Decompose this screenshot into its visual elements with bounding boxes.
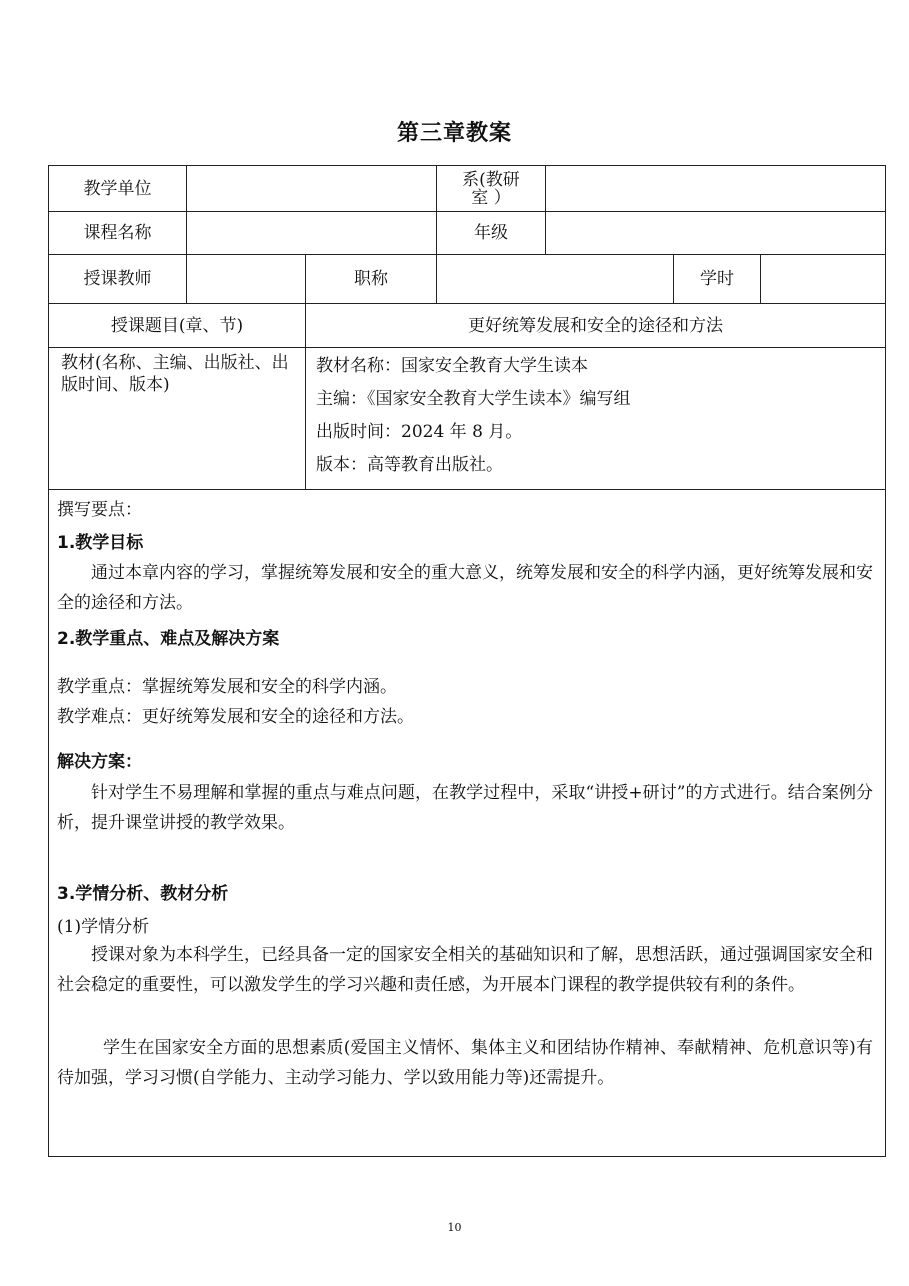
material-edition: 版本：高等教育出版社。 (316, 455, 503, 475)
page-title: 第三章教案 (396, 121, 512, 146)
unit-label-cell (49, 166, 187, 212)
analysis-paragraph-1: 授课对象为本科学生，已经具备一定的国家安全相关的基础知识和了解，思想活跃，通过强调国家安全和社会稳定的重要性，可以激发学生的学习兴趣和责任感，为开展本门课程的教学提供较有利的条件。 (57, 945, 873, 995)
content-area (49, 490, 885, 1156)
hours-label-cell (674, 255, 761, 304)
rank-value-cell (437, 255, 674, 304)
section3-title: 3.学情分析、教材分析 (57, 884, 229, 904)
solution-text: 针对学生不易理解和掌握的重点与难点问题，在教学过程中，采取“讲授+研讨”的方式进行。结合案例分析，提升课堂讲授的教学效果。 (57, 783, 873, 833)
topic-value-cell (306, 304, 885, 348)
material-value-cell (306, 348, 885, 490)
dept-label-line2: 室 ） (471, 187, 511, 208)
solution-title: 解决方案： (57, 752, 142, 772)
course-label: 课程名称 (83, 223, 152, 243)
rank-label: 职称 (354, 269, 388, 289)
hours-value-cell (761, 255, 885, 304)
material-label: 教材(名称、主编、出版社、出版时间、版本) (61, 353, 289, 395)
dept-label-cell (437, 166, 546, 212)
topic-value: 更好统筹发展和安全的途径和方法 (468, 315, 723, 336)
section2-title: 2.教学重点、难点及解决方案 (57, 629, 280, 649)
grade-label-cell (437, 212, 546, 255)
teacher-label: 授课教师 (83, 269, 152, 289)
teacher-value-cell (187, 255, 306, 304)
unit-value-cell (187, 166, 437, 212)
unit-label: 教学单位 (83, 178, 152, 199)
course-label-cell (49, 212, 187, 255)
material-name: 教材名称：国家安全教育大学生读本 (316, 356, 588, 376)
section1-title: 1.教学目标 (57, 533, 144, 553)
intro-text: 撰写要点： (57, 500, 142, 520)
sub1-title: (1)学情分析 (57, 917, 150, 937)
page-number: 10 (447, 1221, 462, 1234)
analysis-paragraph-2: 学生在国家安全方面的思想素质(爱国主义情怀、集体主义和团结协作精神、奉献精神、危机意识等)有待加强，学习习惯(自学能力、主动学习能力、学以致用能力等)还需提升。 (57, 1038, 873, 1088)
rank-label-cell (306, 255, 437, 304)
topic-label: 授课题目(章、节) (110, 315, 244, 336)
difficult-point: 教学难点：更好统筹发展和安全的途径和方法。 (57, 707, 414, 727)
section1-text: 通过本章内容的学习，掌握统筹发展和安全的重大意义，统筹发展和安全的科学内涵，更好统筹发展和安全的途径和方法。 (57, 563, 873, 613)
teacher-label-cell (49, 255, 187, 304)
dept-label-line1: 系(教研 (462, 169, 520, 190)
lesson-plan-table (48, 165, 886, 1157)
hours-label: 学时 (700, 269, 734, 289)
course-value-cell (187, 212, 437, 255)
topic-label-cell (49, 304, 306, 348)
material-label-cell (49, 348, 306, 490)
material-editor: 主编：《国家安全教育大学生读本》编写组 (316, 389, 631, 409)
grade-label: 年级 (474, 223, 508, 243)
key-point: 教学重点：掌握统筹发展和安全的科学内涵。 (57, 677, 397, 697)
dept-value-cell (546, 166, 885, 212)
grade-value-cell (546, 212, 885, 255)
material-publish-date: 出版时间：2024 年 8 月。 (316, 422, 523, 442)
